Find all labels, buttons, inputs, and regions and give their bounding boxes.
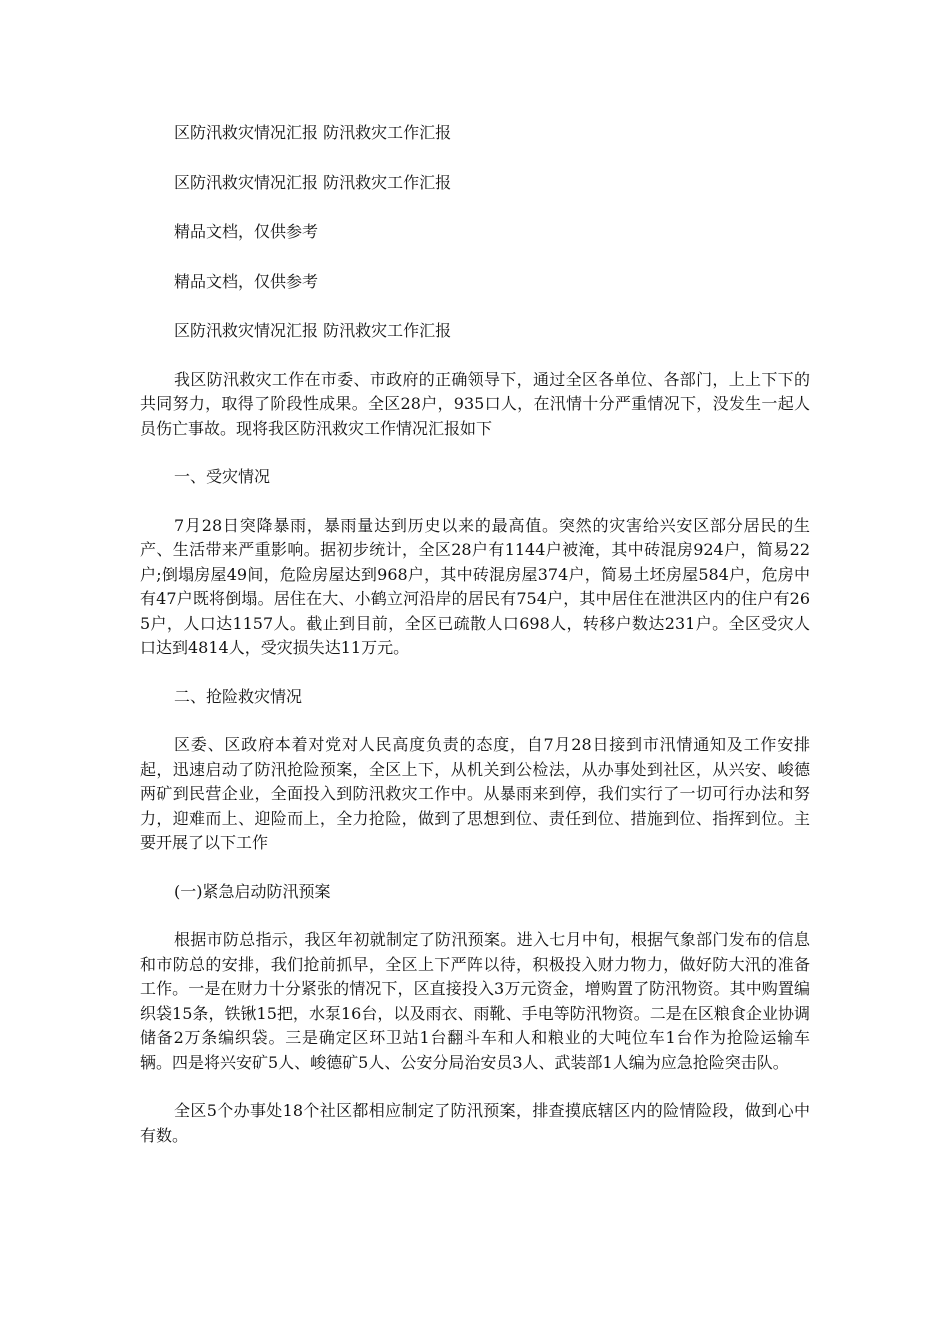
section-1-paragraph: 7月28日突降暴雨，暴雨量达到历史以来的最高值。突然的灾害给兴安区部分居民的生产、生活带来严重影响。据初步统计，全区28户有1144户被淹，其中砖混房924户，简易22户;倒塌房屋49间，危险房屋达到968户，其中砖混房屋374户，简易土坯房屋584户，危房中有47户既将倒塌。居住在大、小鹤立河沿岸的居民有754户，其中居住在泄洪区内的住户有265户，人口达1157人。截止到目前，全区已疏散人口698人，转移户数达231户。全区受灾人口达到4814人，受灾损失达11万元。 — [140, 515, 810, 657]
section-2-heading: 二、抢险救灾情况 — [174, 686, 303, 706]
subsection-1-paragraph: 根据市防总指示，我区年初就制定了防汛预案。进入七月中旬，根据气象部门发布的信息和市防总的安排，我们抢前抓早，全区上下严阵以待，积极投入财力物力，做好防大汛的准备工作。一是在财力十分紧张的情况下，区直接投入3万元资金，增购置了防汛物资。其中购置编织袋15条，铁锹15把，水泵16台，以及雨衣、雨靴、手电等防汛物资。二是在区粮食企业协调储备2万条编织袋。三是确定区环卫站1台翻斗车和人和粮业的大吨位车1台作为抢险运输车辆。四是将兴安矿5人、峻德矿5人、公安分局治安员3人、武装部1人编为应急抢险突击队。 — [140, 930, 810, 1072]
document-title-line-2: 区防汛救灾情况汇报 防汛救灾工作汇报 — [174, 172, 452, 192]
document-title-line-1: 区防汛救灾情况汇报 防汛救灾工作汇报 — [174, 123, 452, 142]
document-title-line-3: 区防汛救灾情况汇报 防汛救灾工作汇报 — [174, 321, 452, 340]
section-2-paragraph: 区委、区政府本着对党对人民高度负责的态度，自7月28日接到市汛情通知及工作安排起，迅速启动了防汛抢险预案，全区上下，从机关到公检法，从办事处到社区，从兴安、峻德两矿到民营企业，全面投入到防汛救灾工作中。从暴雨来到停，我们实行了一切可行办法和努力，迎难而上、迎险而上，全力抢险，做到了思想到位、责任到位、措施到位、指挥到位。主要开展了以下工作 — [140, 735, 810, 852]
section-1-heading: 一、受灾情况 — [174, 467, 271, 486]
intro-paragraph: 我区防汛救灾工作在市委、市政府的正确领导下，通过全区各单位、各部门，上上下下的共同努力，取得了阶段性成果。全区28户，935口人，在汛情十分严重情况下，没发生一起人员伤亡事故。现将我区防汛救灾工作情况汇报如下 — [140, 369, 810, 438]
document-note-line-2: 精品文档，仅供参考 — [174, 271, 319, 291]
subsection-1-heading: (一)紧急启动防汛预案 — [174, 881, 331, 901]
document-note-line-1: 精品文档，仅供参考 — [174, 222, 319, 241]
closing-paragraph: 全区5个办事处18个社区都相应制定了防汛预案，排查摸底辖区内的险情险段，做到心中有数。 — [140, 1101, 810, 1145]
document-body — [140, 121, 810, 1148]
